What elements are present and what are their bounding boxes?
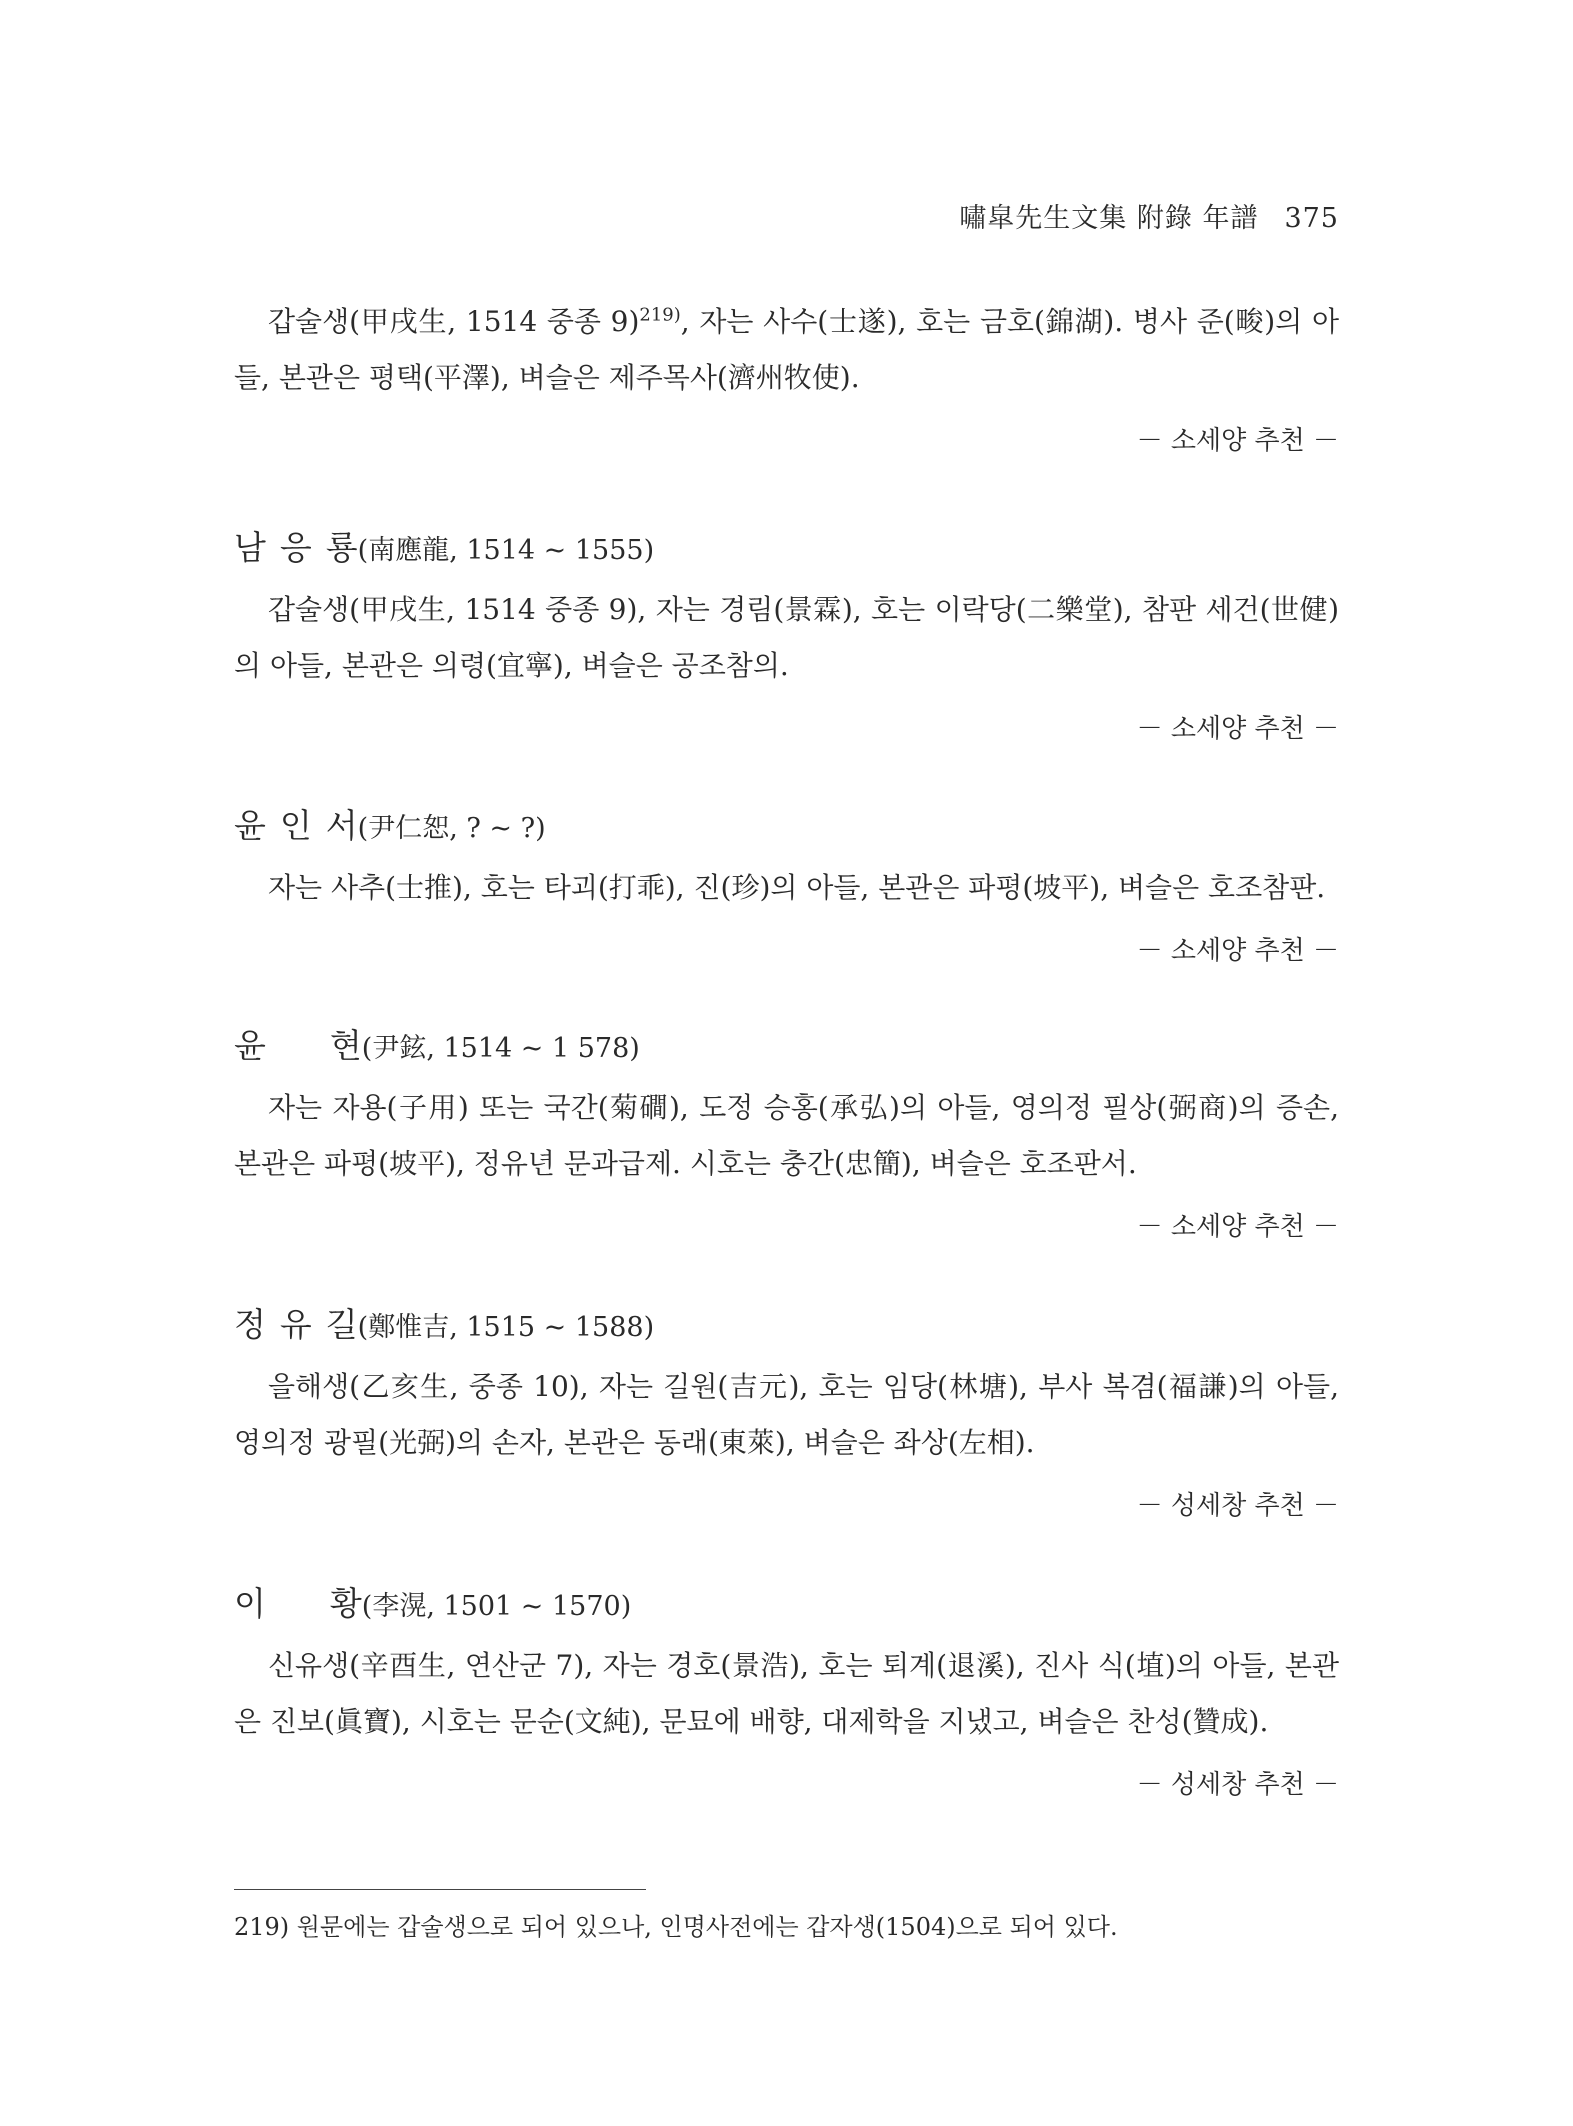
recommendation: － 소세양 추천 －	[1136, 936, 1339, 966]
entry-name: 정 유 길(鄭惟吉, 1515 ~ 1588)	[234, 1305, 655, 1344]
entry-continued	[234, 294, 1339, 458]
entry-paragraph: 갑술생(甲戌生, 1514 중종 9), 자는 경림(景霖), 호는 이락당(二樂堂), 참판 세건(世健)의 아들, 본관은 의령(宜寧), 벼슬은 공조참의.	[234, 593, 1339, 682]
footnote: 219) 원문에는 갑술생으로 되어 있으나, 인명사전에는 갑자생(1504)으로 되어 있다.	[234, 1913, 1118, 1941]
page-number: 375	[1284, 203, 1339, 234]
entry-paragraph: 을해생(乙亥生, 중종 10), 자는 길원(吉元), 호는 임당(林塘), 부사 복겸(福謙)의 아들, 영의정 광필(光弼)의 손자, 본관은 동래(東萊), 벼슬은 좌상(左相).	[234, 1370, 1339, 1459]
recommendation: － 소세양 추천 －	[1136, 1212, 1339, 1242]
header-title: 嘯皐先生文集 附錄 年譜	[959, 203, 1259, 234]
entry-yi-hwang	[234, 1582, 1339, 1802]
footnote-ref[interactable]: 219)	[639, 304, 681, 326]
entry-paragraph: 갑술생(甲戌生, 1514 중종 9)$^{219)}$, 자는 사수(士遂), 호는 금호(錦湖). 병사 준(畯)의 아들, 본관은 평택(平澤), 벼슬은 제주목사(濟州牧使).	[234, 304, 1339, 394]
recommendation: － 성세창 추천 －	[1136, 1770, 1339, 1800]
running-header	[959, 196, 1339, 235]
entry-paragraph: 자는 자용(子用) 또는 국간(菊磵), 도정 승홍(承弘)의 아들, 영의정 필상(弼商)의 증손, 본관은 파평(坡平), 정유년 문과급제. 시호는 충간(忠簡), 벼슬은 호조판서.	[234, 1091, 1339, 1180]
entry-yun-inseo	[234, 804, 1339, 968]
entry-name: 윤 현(尹鉉, 1514 ~ 1 578)	[234, 1026, 640, 1065]
recommendation: － 소세양 추천 －	[1136, 426, 1339, 456]
entry-yun-hyeon	[234, 1024, 1339, 1244]
recommendation: － 성세창 추천 －	[1136, 1491, 1339, 1521]
entry-name: 윤 인 서(尹仁恕, ? ~ ?)	[234, 806, 546, 845]
entry-name: 남 응 룡(南應龍, 1514 ~ 1555)	[234, 528, 655, 567]
entry-jeong-yugil	[234, 1303, 1339, 1523]
entry-paragraph: 신유생(辛酉生, 연산군 7), 자는 경호(景浩), 호는 퇴계(退溪), 진사 식(埴)의 아들, 본관은 진보(眞寶), 시호는 문순(文純), 문묘에 배향, 대제학을 지냈고, 벼슬은 찬성(贊成).	[234, 1649, 1339, 1738]
entry-paragraph: 자는 사추(士推), 호는 타괴(打乖), 진(珍)의 아들, 본관은 파평(坡平), 벼슬은 호조참판.	[268, 871, 1326, 904]
recommendation: － 소세양 추천 －	[1136, 714, 1339, 744]
footnote-divider	[234, 1889, 646, 1890]
entry-nam-eungryong	[234, 526, 1339, 746]
entry-name: 이 황(李滉, 1501 ~ 1570)	[234, 1584, 632, 1623]
